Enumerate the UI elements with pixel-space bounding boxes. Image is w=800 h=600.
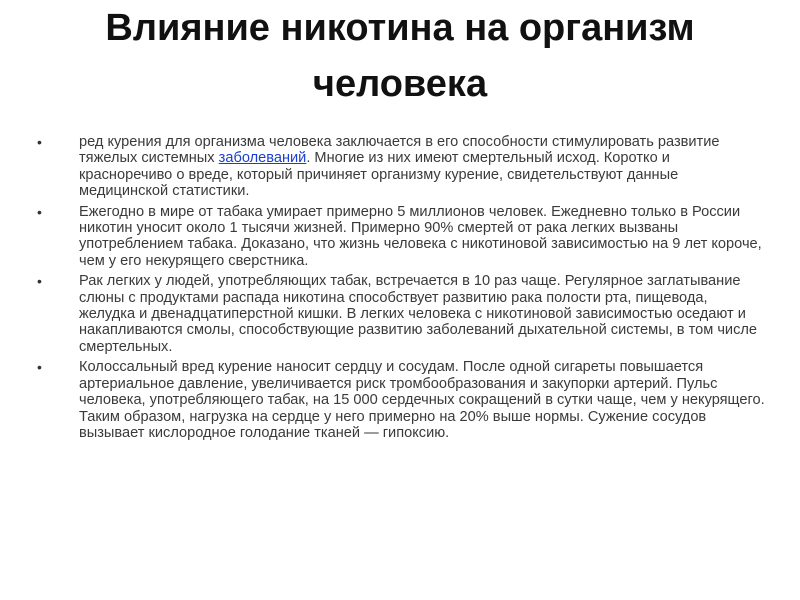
slide-title-line-2: человека <box>312 63 488 105</box>
slide-title-line-1: Влияние никотина на организм <box>105 7 695 49</box>
bullet-marker: • <box>37 359 42 376</box>
bullet-marker: • <box>37 273 42 290</box>
bullet-marker: • <box>37 203 42 220</box>
bullet-marker: • <box>37 134 42 150</box>
diseases-link[interactable]: заболеваний <box>218 150 307 167</box>
bullet-item-2 <box>37 204 767 270</box>
bullet-text-4: Колоссальный вред курение наносит сердцу и сосудам. После одной сигареты повышается артериальное давление, увеличивается риск тромбообразования и закупорки артерий. Пульс человека, употребляющего табак, на 15 000 сердечных сокращений в сутки чаще, чем у некурящего. Таким образом, нагрузка на сердце у него примерно на 20% выше нормы. Сужение сосудов вызывает кислородное голодание тканей — гипоксию. <box>79 359 765 441</box>
bullet-list <box>37 134 767 445</box>
bullet-item-4 <box>37 359 767 441</box>
bullet-item-1 <box>37 134 767 200</box>
bullet-text-3: Рак легких у людей, употребляющих табак, встречается в 10 раз чаще. Регулярное заглатывание слюны с продуктами распада никотина способствует развитию рака полости рта, пищевода, желудка и двенадцатиперстной кишки. В легких человека с никотиновой зависимостью оседают и накапливаются смолы, способствующие развитию заболеваний дыхательной системы, в том числе смертельных. <box>79 273 758 355</box>
bullet-text-1-start: ред курения для организма человека заключается в его способности стимулировать развитие тяжелых системных <box>79 134 720 167</box>
bullet-text-1-end: . Многие из них имеют смертельный исход. Коротко и красноречиво о вреде, который причиняет организму курение, свидетельствуют данные медицинской статистики. <box>79 150 679 200</box>
bullet-item-3 <box>37 273 767 355</box>
bullet-text-2: Ежегодно в мире от табака умирает примерно 5 миллионов человек. Ежедневно только в России никотин уносит около 1 тысячи жизней. Примерно 90% смертей от рака легких вызваны употреблением табака. Доказано, что жизнь человека с никотиновой зависимостью на 9 лет короче, чем у его некурящего сверстника. <box>79 203 762 269</box>
slide-title <box>40 0 760 112</box>
